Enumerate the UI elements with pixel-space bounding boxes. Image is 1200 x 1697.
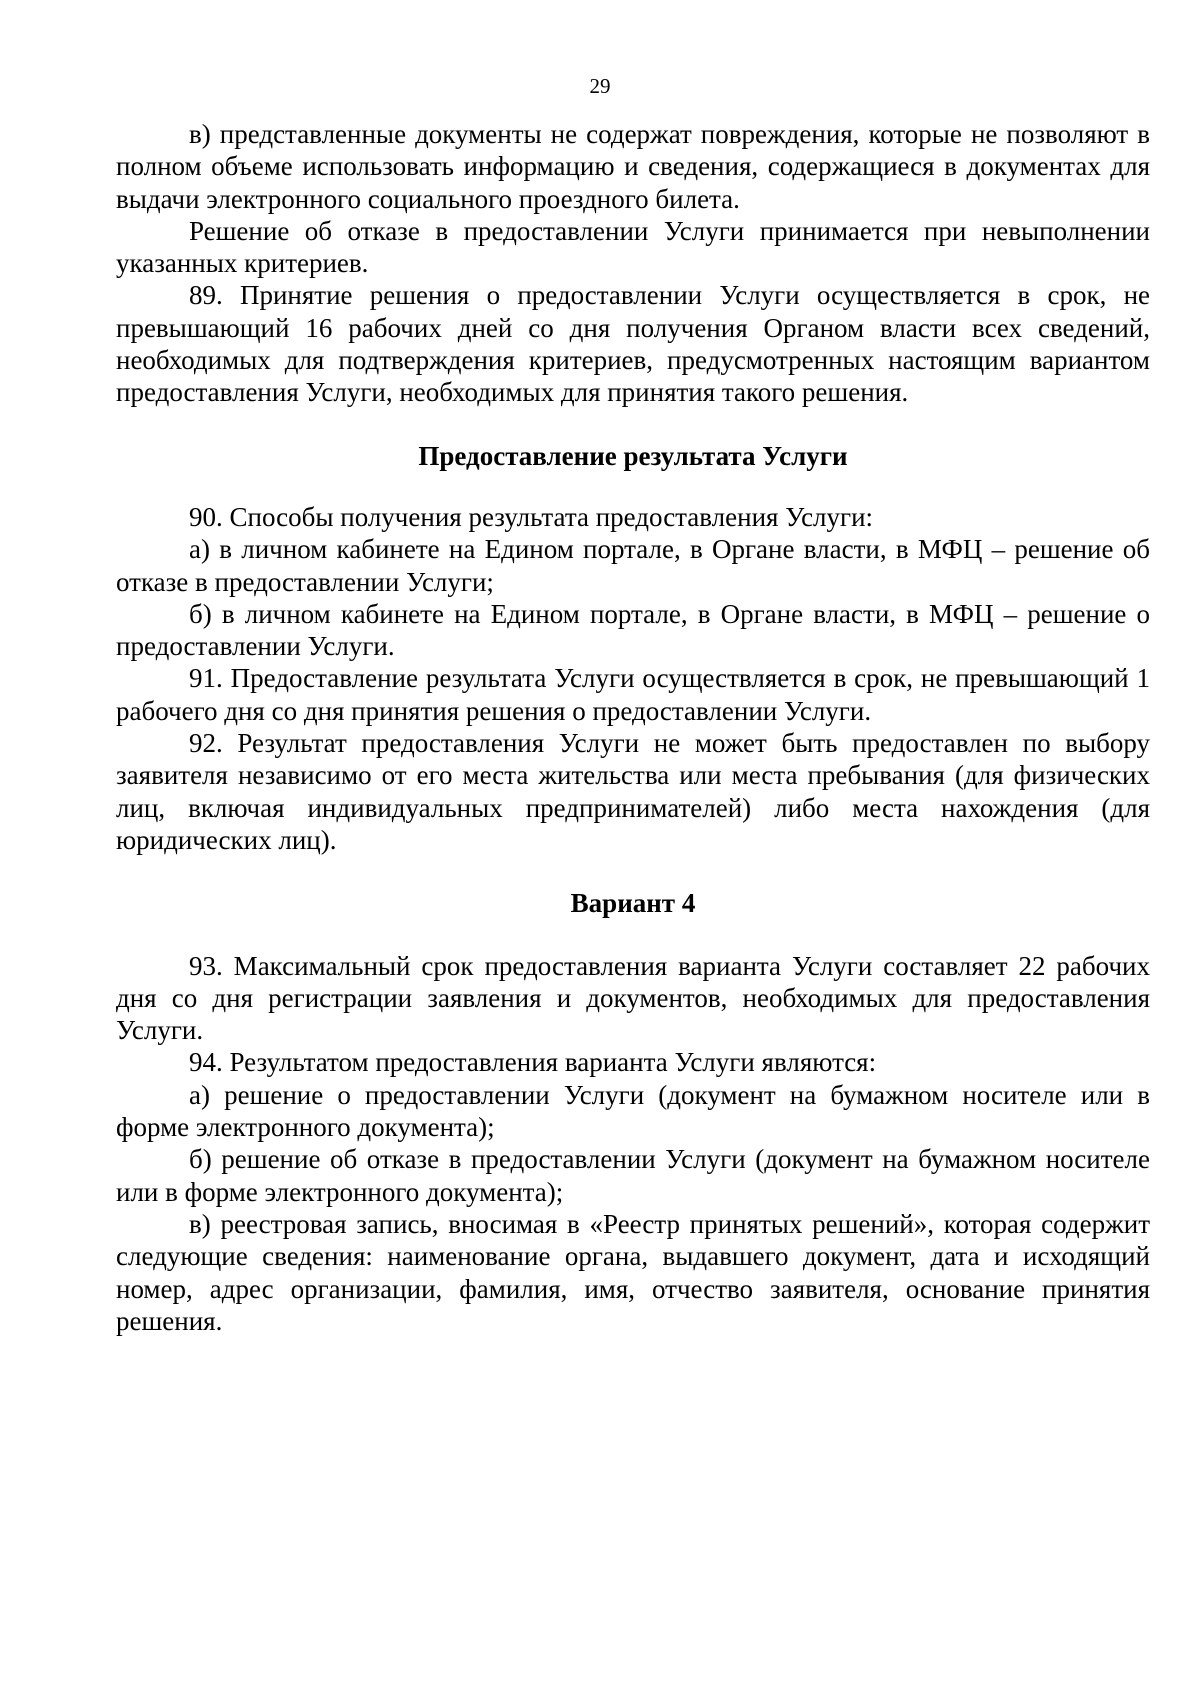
paragraph-90a: а) в личном кабинете на Едином портале, в Органе власти, в МФЦ – решение об отказе в предоставлении Услуги; <box>116 534 1150 597</box>
paragraph-90: 90. Способы получения результата предоставления Услуги: <box>189 501 874 532</box>
paragraph-94b: б) решение об отказе в предоставлении Услуги (документ на бумажном носителе или в форме электронного документа); <box>116 1144 1150 1207</box>
paragraph-93: 93. Максимальный срок предоставления варианта Услуги составляет 22 рабочих дня со дня регистрации заявления и документов, необходимых для предоставления Услуги. <box>116 950 1150 1046</box>
paragraph-refusal-decision: Решение об отказе в предоставлении Услуги принимается при невыполнении указанных критериев. <box>116 215 1150 279</box>
section-heading-variant-4: Вариант 4 <box>570 888 696 919</box>
paragraph-91: 91. Предоставление результата Услуги осуществляется в срок, не превышающий 1 рабочего дня со дня принятия решения о предоставлении Услуги. <box>116 663 1150 726</box>
paragraph-89: 89. Принятие решения о предоставлении Услуги осуществляется в срок, не превышающий 16 рабочих дней со дня получения Органом власти всех сведений, необходимых для подтверждения критериев, предусмотренных настоящим вариантом предоставления Услуги, необходимых для принятия такого решения. <box>116 280 1150 408</box>
paragraph-92: 92. Результат предоставления Услуги не может быть предоставлен по выбору заявителя независимо от его места жительства или места пребывания (для физических лиц, включая индивидуальных предпринимателей) либо места нахождения (для юридических лиц). <box>116 728 1150 855</box>
paragraph-94v: в) реестровая запись, вносимая в «Реестр принятых решений», которая содержит следующие сведения: наименование органа, выдавшего документ, дата и исходящий номер, адрес организации, фамилия, имя, отчество заявителя, основание принятия решения. <box>116 1208 1150 1336</box>
page-number: 29 <box>589 74 611 98</box>
document-body <box>116 118 1150 1337</box>
paragraph-90b: б) в личном кабинете на Едином портале, в Органе власти, в МФЦ – решение о предоставлении Услуги. <box>116 598 1150 662</box>
paragraph-94: 94. Результатом предоставления варианта Услуги являются: <box>189 1047 877 1078</box>
section-heading-result: Предоставление результата Услуги <box>418 440 848 471</box>
paragraph-94a: а) решение о предоставлении Услуги (документ на бумажном носителе или в форме электронного документа); <box>116 1079 1150 1143</box>
paragraph-88v: в) представленные документы не содержат повреждения, которые не позволяют в полном объеме использовать информацию и сведения, содержащиеся в документах для выдачи электронного социального проездного билета. <box>116 119 1150 214</box>
